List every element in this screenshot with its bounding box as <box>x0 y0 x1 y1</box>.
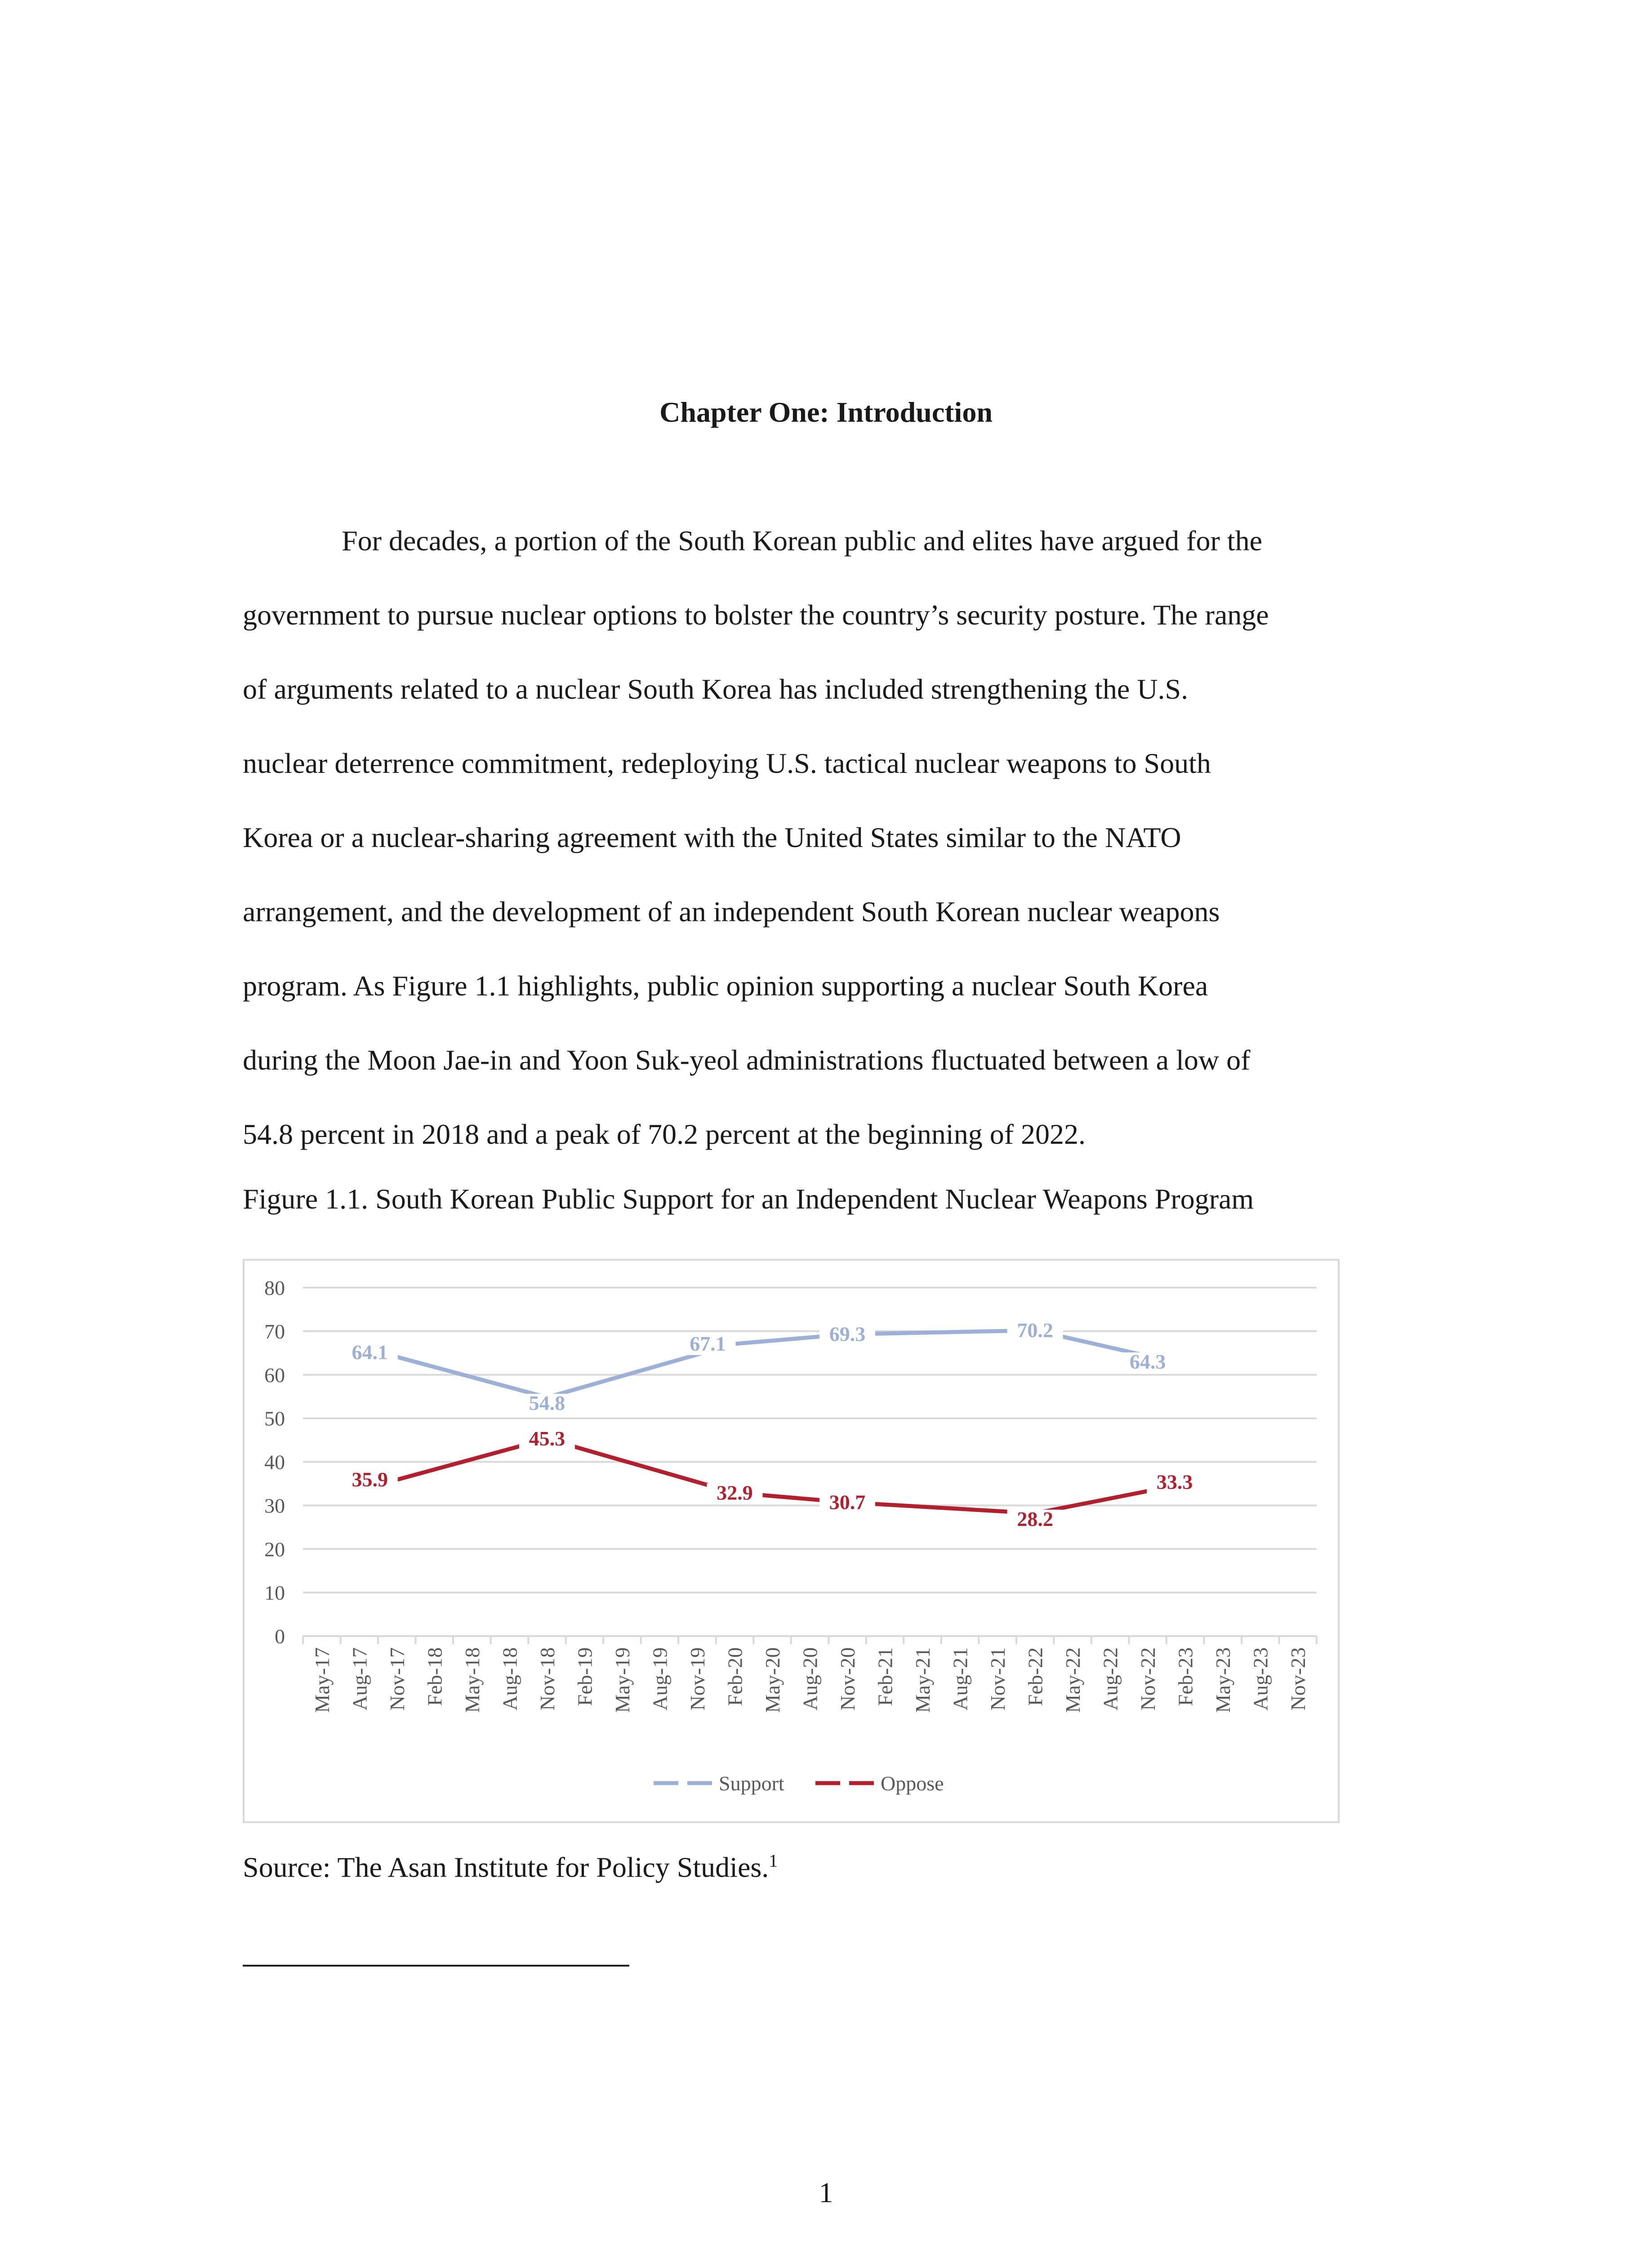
data-label: 35.9 <box>352 1468 388 1491</box>
x-tick-label: Nov-17 <box>385 1647 409 1711</box>
footnote-marker: 1 <box>769 1851 778 1871</box>
y-tick-label: 30 <box>264 1494 285 1517</box>
data-label: 64.3 <box>1129 1350 1166 1374</box>
x-tick-label: Nov-20 <box>836 1647 859 1711</box>
x-tick-label: Feb-21 <box>873 1647 897 1706</box>
data-label: 69.3 <box>829 1322 866 1346</box>
y-tick-label: 70 <box>264 1320 285 1343</box>
data-label: 33.3 <box>1156 1470 1193 1494</box>
data-label: 70.2 <box>1017 1318 1053 1342</box>
x-tick-label: Feb-23 <box>1174 1647 1197 1706</box>
x-tick-label: Aug-23 <box>1249 1647 1272 1711</box>
paragraph-line: arrangement, and the development of an independent South Korean nuclear weapons <box>243 896 1220 928</box>
data-label: 30.7 <box>829 1490 866 1514</box>
x-tick-label: Feb-18 <box>423 1647 446 1706</box>
chapter-heading: Chapter One: Introduction <box>659 396 993 428</box>
x-tick-label: Aug-17 <box>348 1647 371 1711</box>
data-label: 28.2 <box>1017 1507 1053 1530</box>
paragraph-line: 54.8 percent in 2018 and a peak of 70.2 percent at the beginning of 2022. <box>243 1118 1086 1150</box>
paragraph-line: Korea or a nuclear-sharing agreement with the United States similar to the NATO <box>243 821 1181 853</box>
x-tick-label: Aug-21 <box>948 1647 972 1711</box>
paragraph-line: during the Moon Jae-in and Yoon Suk-yeol administrations fluctuated between a low of <box>243 1044 1251 1076</box>
x-tick-label: May-23 <box>1211 1647 1235 1713</box>
chart-canvas <box>245 1261 1338 1821</box>
data-label: 67.1 <box>690 1332 726 1355</box>
paragraph-line: government to pursue nuclear options to bolster the country’s security posture. The range <box>243 599 1269 631</box>
x-tick-label: Feb-20 <box>723 1647 747 1706</box>
x-tick-label: Nov-23 <box>1287 1647 1310 1711</box>
x-tick-label: Feb-22 <box>1024 1647 1047 1706</box>
y-tick-label: 40 <box>264 1450 285 1474</box>
y-tick-label: 50 <box>264 1407 285 1430</box>
footnote-rule <box>243 1965 629 1967</box>
data-label: 54.8 <box>529 1392 566 1415</box>
x-tick-label: May-22 <box>1061 1647 1085 1713</box>
data-label: 64.1 <box>352 1341 388 1364</box>
intro-paragraph <box>243 504 1412 1171</box>
line-chart <box>243 1259 1340 1823</box>
data-label: 45.3 <box>529 1427 566 1450</box>
x-tick-label: Aug-20 <box>798 1647 822 1711</box>
x-tick-label: May-21 <box>911 1647 935 1713</box>
y-tick-label: 80 <box>264 1276 285 1299</box>
paragraph-line: program. As Figure 1.1 highlights, public opinion supporting a nuclear South Korea <box>243 970 1208 1002</box>
x-tick-label: May-17 <box>310 1647 334 1713</box>
x-tick-label: May-20 <box>761 1647 784 1713</box>
x-tick-label: Nov-22 <box>1136 1647 1160 1711</box>
paragraph-line: nuclear deterrence commitment, redeploying U.S. tactical nuclear weapons to South <box>243 747 1211 779</box>
x-tick-label: Nov-19 <box>686 1647 709 1711</box>
y-tick-label: 20 <box>264 1538 285 1561</box>
series-line-oppose <box>397 1439 1148 1513</box>
page-number: 1 <box>819 2177 833 2208</box>
paragraph-line: For decades, a portion of the South Korean public and elites have argued for the <box>342 525 1262 557</box>
source-text: Source: The Asan Institute for Policy Studies. <box>243 1851 769 1883</box>
y-tick-label: 0 <box>275 1625 285 1648</box>
x-tick-label: May-18 <box>460 1647 484 1713</box>
legend-label-oppose: Oppose <box>881 1772 944 1795</box>
figure-source <box>243 1850 778 1884</box>
figure-caption: Figure 1.1. South Korean Public Support for an Independent Nuclear Weapons Program <box>243 1183 1254 1215</box>
x-tick-label: Aug-18 <box>498 1647 521 1711</box>
legend-label-support: Support <box>719 1772 784 1795</box>
x-tick-label: May-19 <box>610 1647 634 1713</box>
x-tick-label: Nov-21 <box>986 1647 1010 1711</box>
x-tick-label: Aug-22 <box>1099 1647 1122 1711</box>
x-tick-label: Aug-19 <box>648 1647 672 1711</box>
x-tick-label: Feb-19 <box>573 1647 597 1706</box>
y-tick-label: 10 <box>264 1581 285 1605</box>
x-tick-label: Nov-18 <box>535 1647 559 1711</box>
y-tick-label: 60 <box>264 1363 285 1387</box>
data-label: 32.9 <box>717 1481 753 1504</box>
paragraph-line: of arguments related to a nuclear South Korea has included strengthening the U.S. <box>243 673 1189 705</box>
